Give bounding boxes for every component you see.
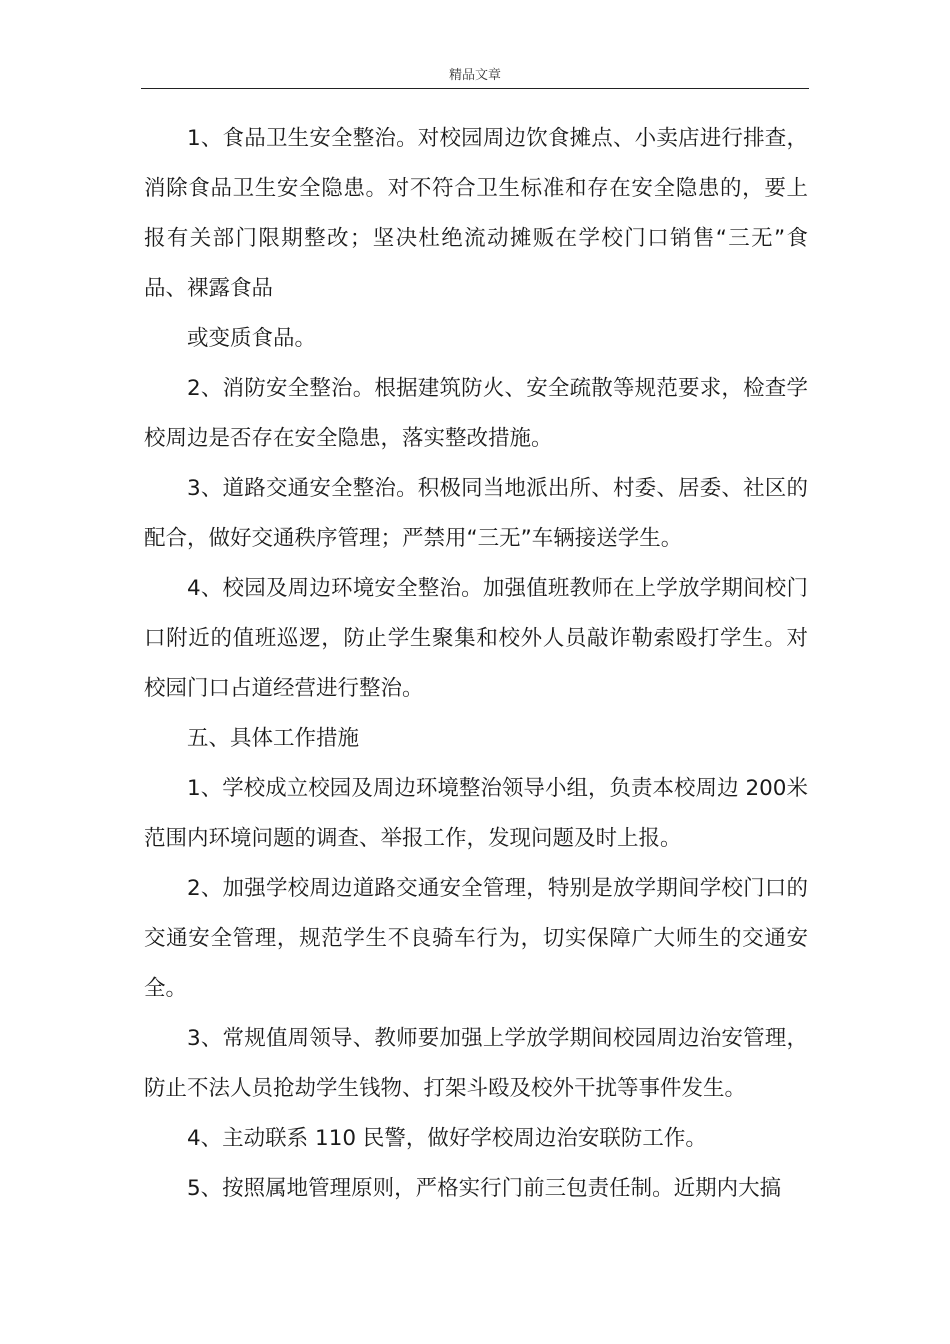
section-heading-measures: 五、具体工作措施 <box>187 726 360 751</box>
header-divider <box>141 88 809 89</box>
paragraph-food-safety-continued: 或变质食品。 <box>187 326 317 351</box>
paragraph-measure-5: 5、按照属地管理原则，严格实行门前三包责任制。近期内大搞 <box>187 1176 782 1201</box>
paragraph-traffic-safety: 3、道路交通安全整治。积极同当地派出所、村委、居委、社区的配合，做好交通秩序管理；严禁用“三无”车辆接送学生。 <box>144 476 808 551</box>
paragraph-food-safety: 1、食品卫生安全整治。对校园周边饮食摊点、小卖店进行排查，消除食品卫生安全隐患。对不符合卫生标准和存在安全隐患的，要上报有关部门限期整改；坚决杜绝流动摊贩在学校门口销售“三无”食品、裸露食品 <box>144 126 808 301</box>
paragraph-fire-safety: 2、消防安全整治。根据建筑防火、安全疏散等规范要求，检查学校周边是否存在安全隐患，落实整改措施。 <box>144 376 808 451</box>
document-body <box>144 114 808 1214</box>
paragraph-measure-4: 4、主动联系 110 民警，做好学校周边治安联防工作。 <box>187 1126 707 1151</box>
paragraph-measure-3: 3、常规值周领导、教师要加强上学放学期间校园周边治安管理，防止不法人员抢劫学生钱物、打架斗殴及校外干扰等事件发生。 <box>144 1026 808 1101</box>
paragraph-measure-1: 1、学校成立校园及周边环境整治领导小组，负责本校周边 200米范围内环境问题的调查、举报工作，发现问题及时上报。 <box>144 776 808 851</box>
page-header-title: 精品文章 <box>448 68 501 83</box>
paragraph-environment-safety: 4、校园及周边环境安全整治。加强值班教师在上学放学期间校门口附近的值班巡逻，防止学生聚集和校外人员敲诈勒索殴打学生。对校园门口占道经营进行整治。 <box>144 576 808 701</box>
paragraph-measure-2: 2、加强学校周边道路交通安全管理，特别是放学期间学校门口的交通安全管理，规范学生不良骑车行为，切实保障广大师生的交通安全。 <box>144 876 808 1001</box>
